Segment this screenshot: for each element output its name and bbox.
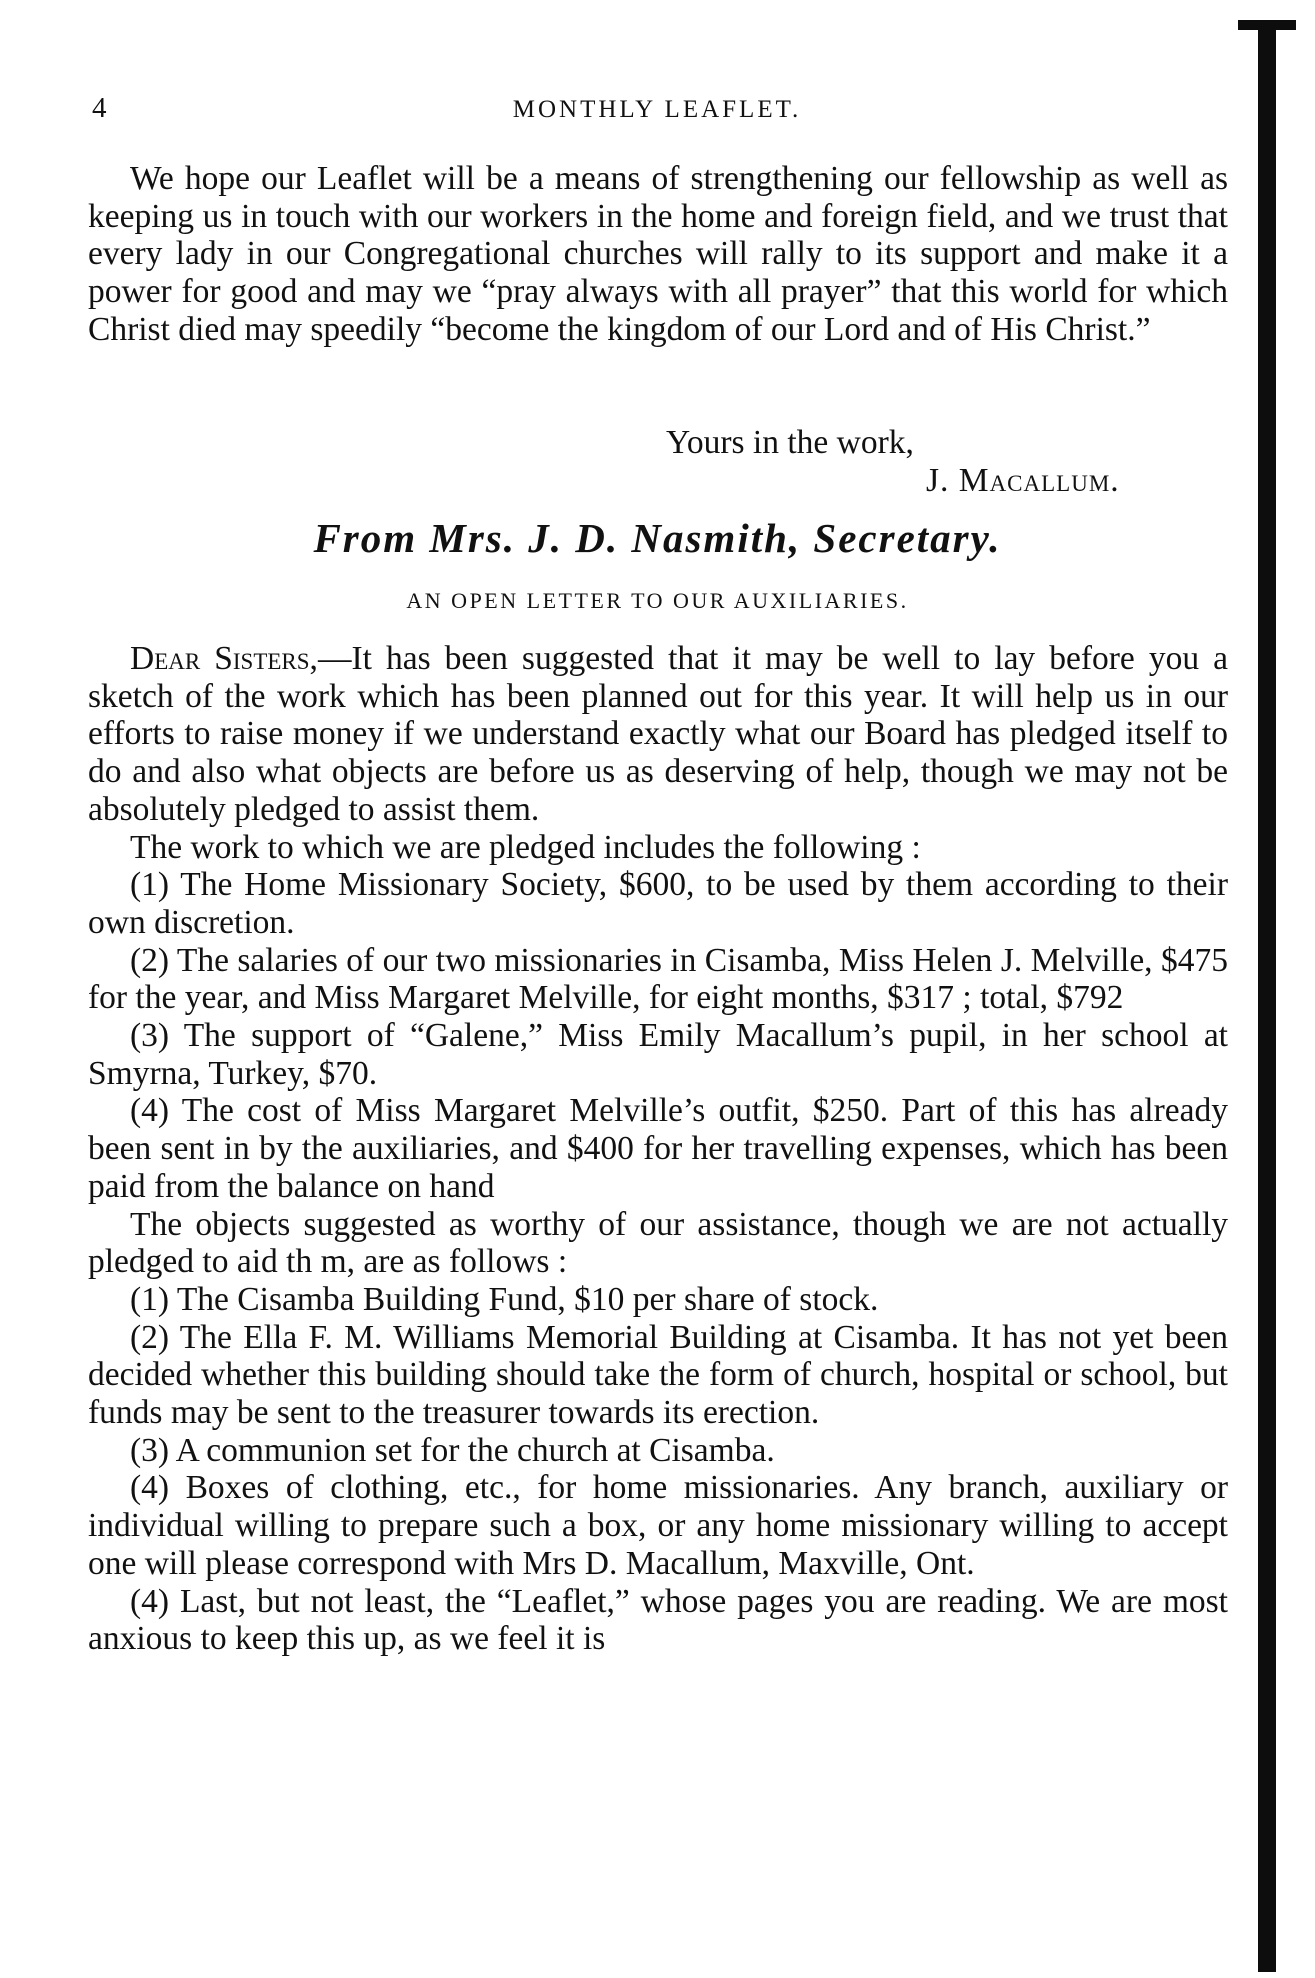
signature: J. Macallum. [926, 462, 1120, 499]
pledged-item-3: (3) The support of “Galene,” Miss Emily Macallum’s pupil, in her school at Smyrna, Turkey, $70. [88, 1017, 1228, 1092]
letter-opening [88, 640, 1228, 829]
letter-subheading: AN OPEN LETTER TO OUR AUXILIARIES. [406, 588, 909, 613]
letter-body [88, 640, 1228, 1658]
pledged-item-2: (2) The salaries of our two missionaries in Cisamba, Miss Helen J. Melville, $475 for the year, and Miss Margaret Melville, for eight months, $317 ; total, $792 [88, 941, 1228, 1017]
closing-line: Yours in the work, [666, 424, 914, 461]
salutation: Dear Sisters, [130, 640, 318, 677]
suggested-item-1: (1) The Cisamba Building Fund, $10 per share of stock. [130, 1280, 879, 1318]
running-title: MONTHLY LEAFLET. [512, 96, 802, 123]
pledged-item-4: (4) The cost of Miss Margaret Melville’s outfit, $250. Part of this has already been sent in by the auxiliaries, and $400 for her travelling expenses, which has been paid from the balance on hand [88, 1092, 1228, 1205]
suggested-item-4: (4) Boxes of clothing, etc., for home missionaries. Any branch, auxiliary or individual willing to prepare such a box, or any home missionary willing to accept one will please correspond with Mrs D. Macallum, Maxville, Ont. [88, 1469, 1228, 1582]
suggested-intro: The objects suggested as worthy of our assistance, though we are not actually pledged to aid th m, are as follows : [88, 1205, 1228, 1281]
suggested-item-5: (4) Last, but not least, the “Leaflet,” whose pages you are reading. We are most anxious to keep this up, as we feel it is [88, 1582, 1228, 1658]
intro-paragraph: We hope our Leaflet will be a means of strengthening our fellowship as well as keeping us in touch with our workers in the home and foreign field, and we trust that every lady in our Congregational churches will rally to its support and make it a power for good and may we “pray always with all prayer” that this world for which Christ died may speedily “become the kingdom of our Lord and of His Christ.” [88, 160, 1228, 348]
intro-section [88, 160, 1228, 349]
pledged-item-1: (1) The Home Missionary Society, $600, to be used by them according to their own discretion. [88, 866, 1228, 941]
suggested-item-2: (2) The Ella F. M. Williams Memorial Building at Cisamba. It has not yet been decided whether this building should take the form of church, hospital or school, but funds may be sent to the treasurer towards its erection. [88, 1318, 1228, 1432]
suggested-item-3: (3) A communion set for the church at Cisamba. [130, 1431, 775, 1469]
opening-text: —It has been suggested that it may be well to lay before you a sketch of the work which has been planned out for this year. It will help us in our efforts to raise money if we understand exactly what our Board has pledged itself to do and also what objects are before us as deserving of help, though we may not be absolutely pledged to assist them. [88, 640, 1228, 828]
letter-heading: From Mrs. J. D. Nasmith, Secretary. [313, 515, 1002, 561]
pledged-intro: The work to which we are pledged includes the following : [130, 828, 921, 866]
page-number: 4 [92, 92, 107, 124]
running-head [92, 92, 1222, 132]
binding-edge [1258, 22, 1276, 1972]
